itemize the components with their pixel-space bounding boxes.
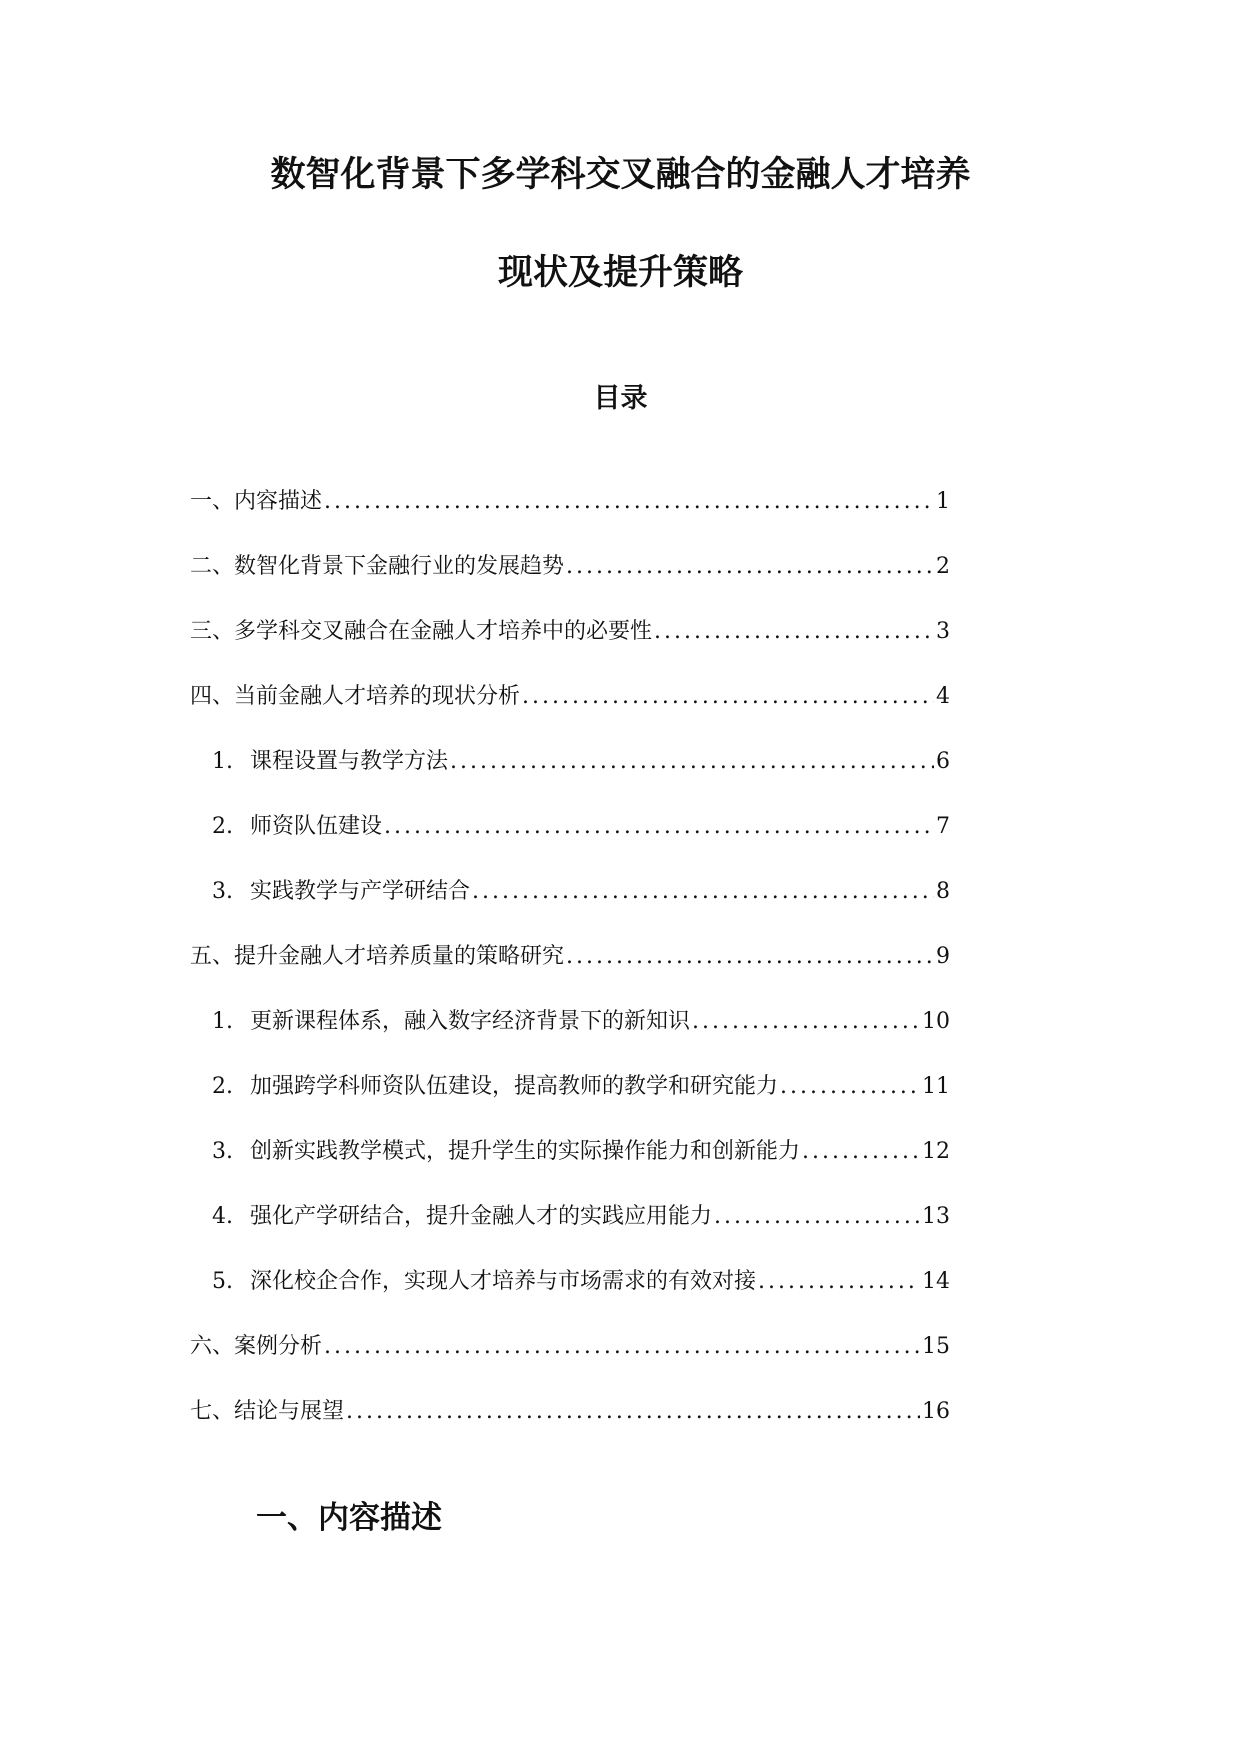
toc-entry[interactable] (190, 1072, 950, 1137)
toc-entry-page-number: 7 (936, 814, 950, 839)
toc-entry[interactable] (190, 487, 950, 552)
toc-dot-leader (802, 1137, 920, 1167)
toc-entry-page-number: 2 (936, 554, 950, 579)
document-title-line-2: 现状及提升策略 (497, 253, 743, 293)
toc-dot-leader (384, 812, 934, 842)
toc-entry-page-number: 1 (936, 489, 950, 514)
toc-entry-label: 六、案例分析 (190, 1334, 323, 1359)
toc-entry[interactable] (190, 942, 950, 1007)
toc-entry-label: 深化校企合作，实现人才培养与市场需求的有效对接 (250, 1269, 757, 1294)
table-of-contents (190, 487, 950, 1462)
toc-entry-number: 5. (212, 1269, 233, 1294)
toc-dot-leader (566, 552, 934, 582)
toc-dot-leader (324, 1332, 920, 1362)
toc-entry-label: 三、多学科交叉融合在金融人才培养中的必要性 (190, 619, 653, 644)
document-title-line-1: 数智化背景下多学科交叉融合的金融人才培养 (270, 155, 971, 195)
toc-dot-leader (654, 617, 934, 647)
toc-entry-label: 师资队伍建设 (250, 814, 383, 839)
toc-entry-page-number: 11 (922, 1074, 950, 1099)
toc-dot-leader (780, 1072, 920, 1102)
toc-dot-leader (758, 1267, 920, 1297)
toc-entry-number: 1. (212, 749, 233, 774)
toc-entry-number: 2. (212, 814, 233, 839)
toc-entry[interactable] (190, 877, 950, 942)
toc-entry[interactable] (190, 1137, 950, 1202)
toc-entry[interactable] (190, 747, 950, 812)
toc-entry-label: 更新课程体系，融入数字经济背景下的新知识 (250, 1009, 691, 1034)
toc-entry[interactable] (190, 1202, 950, 1267)
toc-entry-label: 实践教学与产学研结合 (250, 879, 471, 904)
toc-entry-label: 二、数智化背景下金融行业的发展趋势 (190, 554, 565, 579)
toc-entry-page-number: 13 (922, 1204, 950, 1229)
toc-entry-label: 一、内容描述 (190, 489, 323, 514)
toc-dot-leader (450, 747, 934, 777)
toc-entry[interactable] (190, 552, 950, 617)
toc-entry[interactable] (190, 1007, 950, 1072)
toc-dot-leader (324, 487, 934, 517)
toc-dot-leader (714, 1202, 920, 1232)
toc-entry-label: 七、结论与展望 (190, 1399, 345, 1424)
section-heading: 一、内容描述 (256, 1500, 442, 1536)
toc-entry-number: 2. (212, 1074, 233, 1099)
toc-entry-number: 3. (212, 1139, 233, 1164)
toc-entry-label: 四、当前金融人才培养的现状分析 (190, 684, 521, 709)
toc-entry[interactable] (190, 617, 950, 682)
toc-entry[interactable] (190, 1267, 950, 1332)
toc-entry-page-number: 9 (936, 944, 950, 969)
toc-entry-label: 五、提升金融人才培养质量的策略研究 (190, 944, 565, 969)
toc-entry-label: 强化产学研结合，提升金融人才的实践应用能力 (250, 1204, 713, 1229)
toc-entry[interactable] (190, 1332, 950, 1397)
toc-entry-number: 1. (212, 1009, 233, 1034)
toc-entry-page-number: 12 (922, 1139, 950, 1164)
toc-entry[interactable] (190, 812, 950, 877)
toc-dot-leader (346, 1397, 920, 1427)
toc-entry-label: 加强跨学科师资队伍建设，提高教师的教学和研究能力 (250, 1074, 779, 1099)
toc-entry-page-number: 16 (922, 1399, 950, 1424)
toc-dot-leader (566, 942, 934, 972)
toc-entry-label: 课程设置与教学方法 (250, 749, 449, 774)
toc-entry-label: 创新实践教学模式，提升学生的实际操作能力和创新能力 (250, 1139, 801, 1164)
toc-entry-number: 4. (212, 1204, 233, 1229)
toc-entry-page-number: 15 (922, 1334, 950, 1359)
toc-heading: 目录 (593, 383, 648, 414)
toc-entry-page-number: 4 (936, 684, 950, 709)
toc-entry-page-number: 6 (936, 749, 950, 774)
toc-entry-page-number: 3 (936, 619, 950, 644)
toc-dot-leader (472, 877, 934, 907)
toc-dot-leader (692, 1007, 920, 1037)
toc-entry[interactable] (190, 1397, 950, 1462)
toc-entry-page-number: 14 (922, 1269, 950, 1294)
toc-entry[interactable] (190, 682, 950, 747)
toc-entry-page-number: 10 (922, 1009, 950, 1034)
toc-entry-page-number: 8 (936, 879, 950, 904)
toc-entry-number: 3. (212, 879, 233, 904)
toc-dot-leader (522, 682, 934, 712)
